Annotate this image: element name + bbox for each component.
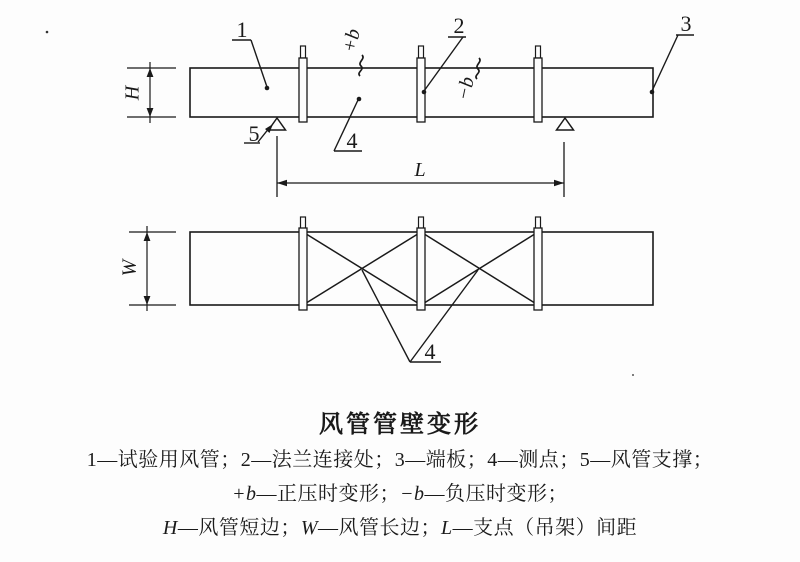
callout-label-5: 5 [248,121,260,146]
arrowhead-icon [147,68,154,77]
minus-b-label: −b [452,74,479,103]
dim-label-h: H [121,85,144,101]
scan-speck [632,374,634,376]
callout-label-3: 3 [680,11,692,36]
flange-body [534,228,542,310]
flange-body [299,58,307,122]
callout-label-1: 1 [236,17,248,42]
flange-bolt [536,46,541,58]
flange-connection [534,217,542,310]
legend-w: W [300,517,318,539]
flange-bolt [419,217,424,229]
callout-label-2: 2 [453,13,465,38]
legend-l: L [441,517,453,539]
flange-bolt [536,217,541,229]
leader-dot-icon [265,86,270,91]
legend-w-desc: —风管长边； [318,517,441,539]
scan-speck [46,31,49,34]
arrowhead-icon [144,232,151,241]
leader-dot-icon [357,97,362,102]
legend-line-2 [0,477,800,506]
arrowhead-icon [554,180,564,186]
arrowhead-icon [277,180,287,186]
callout-label-4-top: 4 [346,128,358,153]
support-triangle-icon [557,118,574,130]
arrowhead-icon [144,296,151,305]
flange-bolt [301,46,306,58]
leader-dot-icon [650,90,655,95]
legend-h: H [162,517,178,539]
legend-h-desc: —风管短边； [177,517,301,539]
dim-label-w: W [118,259,141,277]
flange-bolt [419,46,424,58]
flange-connection [299,46,307,122]
callout-label-4-bottom: 4 [424,339,436,364]
figure-title: 风管管壁变形 [319,412,481,438]
bottom-view [119,217,653,364]
flange-connection [534,46,542,122]
top-view [122,11,694,197]
flange-body [299,228,307,310]
legend-line-1: 1—试验用风管；2—法兰连接处；3—端板；4—测点；5—风管支撑； [86,449,714,471]
legend-line-3 [0,511,800,540]
flange-body [417,228,425,310]
legend-plus-b-desc: —正压时变形； [256,483,400,505]
dim-label-l: L [414,159,426,181]
flange-connection [417,217,425,310]
leader-line [652,35,678,91]
flange-bolt [301,217,306,229]
legend-l-desc: —支点（吊架）间距 [452,517,638,539]
flange-connection [417,46,425,122]
legend-plus-b: +b [232,483,257,505]
leader-dot-icon [422,90,427,95]
legend-minus-b-desc: —负压时变形； [424,483,568,505]
flange-body [534,58,542,122]
legend-minus-b: −b [400,483,425,505]
arrowhead-icon [147,108,154,117]
plus-b-label: +b [338,26,365,55]
callout-3 [650,35,694,94]
flange-connection [299,217,307,310]
